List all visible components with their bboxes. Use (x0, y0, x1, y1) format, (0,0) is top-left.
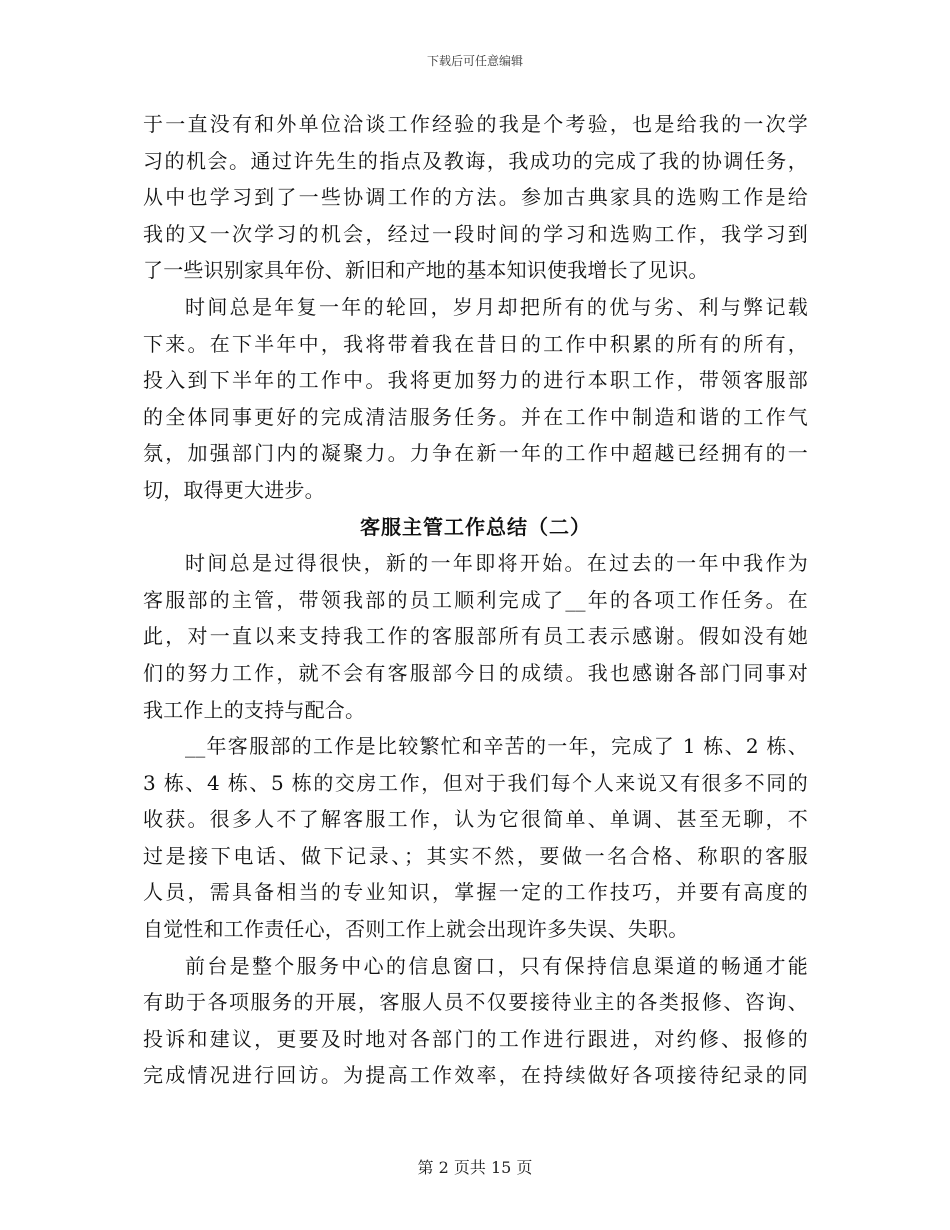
text-line: 于一直没有和外单位洽谈工作经验的我是个考验，也是给我的一次学 (143, 112, 808, 136)
text-line: 了一些识别家具年份、新旧和产地的基本知识使我增长了见识。 (143, 258, 709, 283)
text-line: 投诉和建议，更要及时地对各部门的工作进行跟进，对约修、报修的 (143, 1026, 808, 1051)
text-line: 时间总是过得很快，新的一年即将开始。在过去的一年中我作为 (185, 551, 808, 576)
text-line: 前台是整个服务中心的信息窗口，只有保持信息渠道的畅通才能 (185, 953, 808, 978)
text-line: 收获。很多人不了解客服工作，认为它很简单、单调、甚至无聊，不 (143, 807, 808, 832)
text-line: 人员，需具备相当的专业知识，掌握一定的工作技巧，并要有高度的 (143, 880, 808, 905)
text-line: 我工作上的支持与配合。 (143, 697, 366, 722)
text-line: 完成情况进行回访。为提高工作效率，在持续做好各项接待纪录的同 (143, 1063, 808, 1088)
text-line: 我的又一次学习的机会，经过一段时间的学习和选购工作，我学习到 (143, 221, 808, 246)
text-line: 3 栋、4 栋、5 栋的交房工作，但对于我们每个人来说又有很多不同的 (143, 770, 808, 795)
page-footer: 第 2 页共 15 页 (417, 1158, 533, 1177)
text-line: 氛，加强部门内的凝聚力。力争在新一年的工作中超越已经拥有的一 (143, 441, 808, 466)
text-line: 客服部的主管，带领我部的员工顺利完成了__年的各项工作任务。在 (143, 587, 808, 612)
text-line: 投入到下半年的工作中。我将更加努力的进行本职工作，带领客服部 (143, 368, 808, 393)
text-line: 过是接下电话、做下记录、；其实不然，要做一名合格、称职的客服 (143, 843, 808, 868)
text-line: 此，对一直以来支持我工作的客服部所有员工表示感谢。假如没有她 (143, 624, 808, 649)
text-line: 从中也学习到了一些协调工作的方法。参加古典家具的选购工作是给 (143, 185, 808, 210)
text-line: 们的努力工作，就不会有客服部今日的成绩。我也感谢各部门同事对 (143, 660, 808, 685)
page-header: 下载后可任意编辑 (426, 54, 523, 68)
text-line: 自觉性和工作责任心，否则工作上就会出现许多失误、失职。 (143, 917, 689, 942)
text-line: 切，取得更大进步。 (143, 477, 325, 502)
text-line: 的全体同事更好的完成清洁服务任务。并在工作中制造和谐的工作气 (143, 404, 808, 429)
document-body (143, 106, 808, 1094)
section-heading: 客服主管工作总结（二） (360, 514, 591, 539)
text-line: 下来。在下半年中，我将带着我在昔日的工作中积累的所有的所有， (143, 331, 808, 356)
text-line: __年客服部的工作是比较繁忙和辛苦的一年，完成了 1 栋、2 栋、 (185, 734, 808, 759)
text-line: 时间总是年复一年的轮回，岁月却把所有的优与劣、利与弊记载 (185, 294, 808, 319)
text-line: 有助于各项服务的开展，客服人员不仅要接待业主的各类报修、咨询、 (143, 990, 808, 1015)
text-line: 习的机会。通过许先生的指点及教诲，我成功的完成了我的协调任务， (143, 148, 808, 173)
